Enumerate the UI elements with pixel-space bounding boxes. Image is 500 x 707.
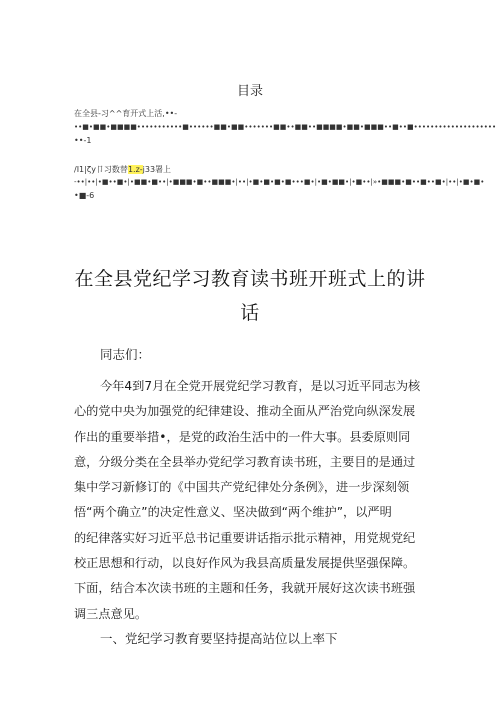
document-title: [60, 262, 440, 330]
paragraph-line: 校正思想和行动，以良好作风为我县高质量发展提供坚强保障。: [74, 556, 416, 571]
document-title-line-1: 在全县党纪学习教育读书班开班式上的讲: [74, 268, 426, 290]
paragraph-line: 下面，结合本次读书班的主题和任务，我就开展好这次读书班强: [74, 581, 416, 596]
paragraph-line: 今年4到7月在全党开展党纪学习教育，是以习近平同志为核: [100, 379, 421, 393]
toc-entry-2-page: •■-6: [74, 191, 95, 200]
salutation: 同志们：: [100, 347, 151, 362]
toc-title: 目录: [236, 84, 263, 99]
paragraph-line: 集中学习新修订的《中国共产党纪律处分条例》，进一步深刻领: [74, 480, 410, 495]
toc-entry-2-highlight: 1.z-: [127, 165, 143, 174]
section-1-heading: 一、党纪学习教育要坚持提高站位以上率下: [100, 631, 338, 646]
document-title-line-2: 话: [240, 302, 260, 324]
toc-entry-2-text-before: /I1|ζy卩习数替: [74, 165, 128, 174]
toc-entry-1-leader: ••■•■■•■■■■•••••••••••■••••••■■•■■•••••••■■••■■••■■■■•■■•■■■••■••■••••••••••••••••••••: [74, 123, 497, 131]
toc-entry-1-page: ••-1: [74, 136, 92, 145]
toc-entry-2-text-after: j33署上: [142, 165, 172, 174]
paragraph-line: 悟“两个确立”的决定性意义、坚决做到“两个维护”，以严明: [74, 505, 392, 520]
toc-entry-2-leader: -••|••|•■••■•|•■■•■••|•■■■•■••■■■•|••|•■•■•■•■•••■•|•■•■■•|•■••|»•■■■•■••■••■•|••|•■•■•: [74, 178, 485, 186]
toc-entry-1[interactable]: [74, 108, 177, 119]
paragraph-line: 调三点意见。: [74, 606, 148, 621]
paragraph-line: 意，分级分类在全县举办党纪学习教育读书班，主要目的是通过: [74, 454, 416, 469]
paragraph-line: 的纪律落实好习近平总书记重要讲话指示批示精神，用党规党纪: [74, 530, 416, 545]
paragraph-line: 作出的重要举措•，是党的政治生活中的一件大事。县委原则同: [74, 429, 411, 444]
body-paragraph: [74, 374, 438, 627]
toc-entry-2[interactable]: [74, 164, 171, 175]
toc-entry-1-text: 在全县-习^^育开式上活,••-: [74, 109, 178, 118]
paragraph-line: 心的党中央为加强党的纪律建设、推动全面从严治党向纵深发展: [74, 404, 416, 419]
